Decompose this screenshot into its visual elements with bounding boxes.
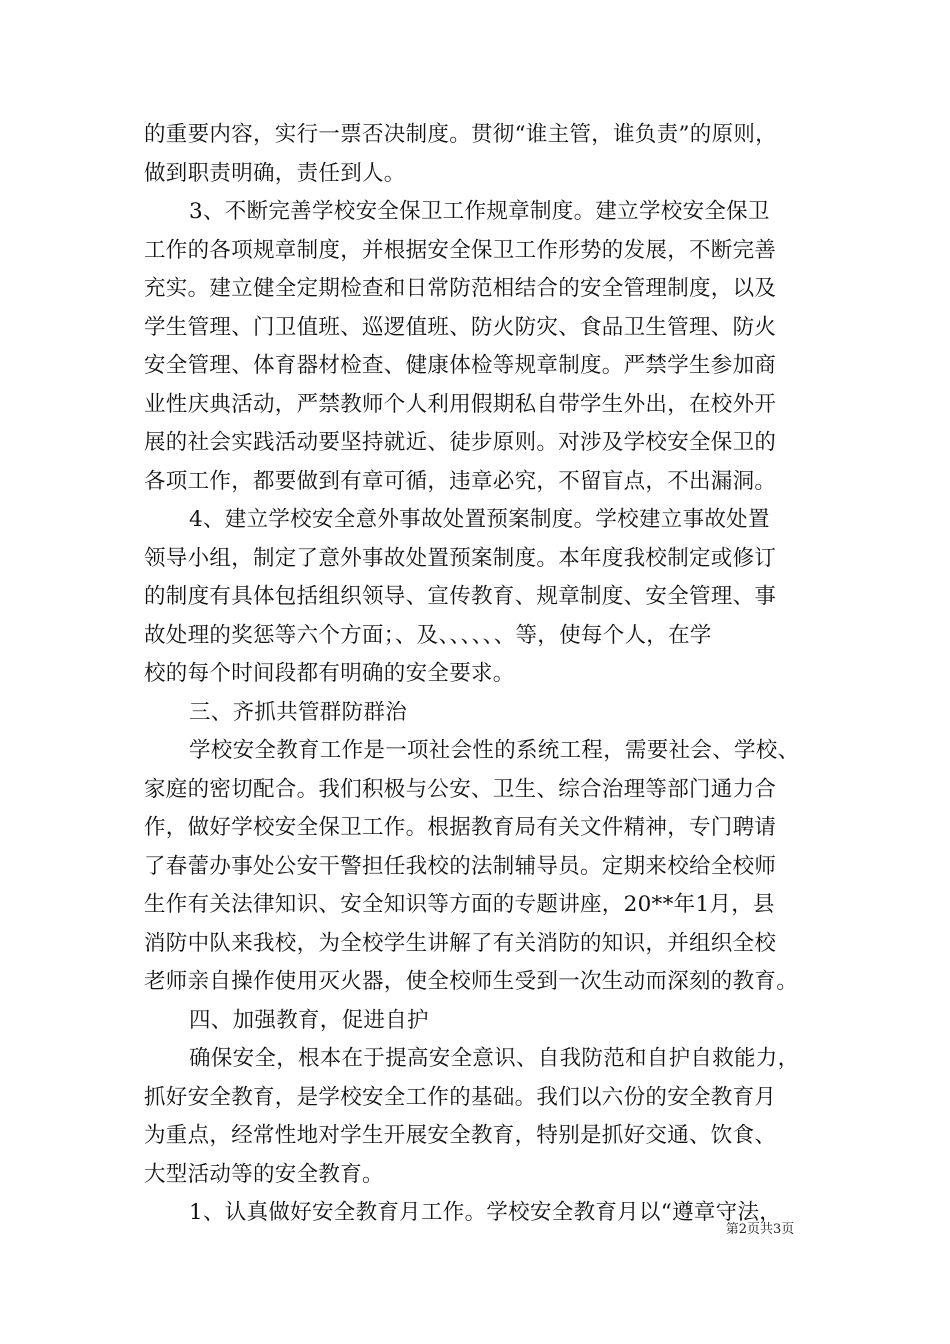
page-number-label: 第2页共3页 xyxy=(725,1222,795,1237)
document-body xyxy=(144,116,824,1233)
text-line: 安全管理、体育器材检查、健康体检等规章制度。严禁学生参加商 xyxy=(144,353,777,378)
paragraph-start-line: 3、不断完善学校安全保卫工作规章制度。建立学校安全保卫 xyxy=(189,199,770,224)
text-line: 作，做好学校安全保卫工作。根据教育局有关文件精神，专门聘请 xyxy=(144,815,777,840)
text-line: 家庭的密切配合。我们积极与公安、卫生、综合治理等部门通力合 xyxy=(144,776,777,802)
text-line: 的重要内容，实行一票否决制度。贯彻“谁主管，谁负责”的原则， xyxy=(144,122,777,147)
text-line: 的制度有具体包括组织领导、宣传教育、规章制度、安全管理、事 xyxy=(144,584,777,609)
paragraph-start-line: 1、认真做好安全教育月工作。学校安全教育月以“遵章守法， xyxy=(189,1200,782,1225)
section-heading: 四、加强教育，促进自护 xyxy=(189,1007,429,1033)
text-line: 做到职责明确，责任到人。 xyxy=(144,160,406,186)
text-line: 了春蕾办事处公安干警担任我校的法制辅导员。定期来校给全校师 xyxy=(144,853,777,879)
text-line: 充实。建立健全定期检查和日常防范相结合的安全管理制度，以及 xyxy=(144,276,777,301)
text-line: 各项工作，都要做到有章可循，违章必究，不留盲点，不出漏洞。 xyxy=(144,468,777,494)
text-line: 故处理的奖惩等六个方面；、及、、、、、、等，使每个人，在学 xyxy=(144,622,712,648)
text-line: 为重点，经常性地对学生开展安全教育，特别是抓好交通、饮食、 xyxy=(144,1123,777,1148)
text-line: 学生管理、门卫值班、巡逻值班、防火防灾、食品卫生管理、防火 xyxy=(144,314,777,340)
text-line: 业性庆典活动，严禁教师个人利用假期私自带学生外出，在校外开 xyxy=(144,391,777,417)
paragraph-start-line: 确保安全，根本在于提高安全意识、自我防范和自护自救能力， xyxy=(189,1046,800,1071)
paragraph-start-line: 学校安全教育工作是一项社会性的系统工程，需要社会、学校、 xyxy=(189,738,800,763)
text-line: 消防中队来我校，为全校学生讲解了有关消防的知识，并组织全校 xyxy=(144,930,777,956)
page-number-footer xyxy=(700,1218,820,1237)
text-line: 领导小组，制定了意外事故处置预案制度。本年度我校制定或修订 xyxy=(144,545,777,571)
text-line: 展的社会实践活动要坚持就近、徒步原则。对涉及学校安全保卫的 xyxy=(144,430,777,455)
text-line: 大型活动等的安全教育。 xyxy=(144,1161,384,1187)
section-heading: 三、齐抓共管群防群治 xyxy=(189,699,408,725)
paragraph-start-line: 4、建立学校安全意外事故处置预案制度。学校建立事故处置 xyxy=(189,507,770,532)
text-line: 抓好安全教育，是学校安全工作的基础。我们以六份的安全教育月 xyxy=(144,1084,777,1110)
text-line: 校的每个时间段都有明确的安全要求。 xyxy=(144,661,515,686)
text-line: 老师亲自操作使用灭火器，使全校师生受到一次生动而深刻的教育。 xyxy=(144,969,799,994)
text-line: 生作有关法律知识、安全知识等方面的专题讲座，20**年1月，县 xyxy=(144,892,775,917)
text-line: 工作的各项规章制度，并根据安全保卫工作形势的发展，不断完善 xyxy=(144,237,777,263)
